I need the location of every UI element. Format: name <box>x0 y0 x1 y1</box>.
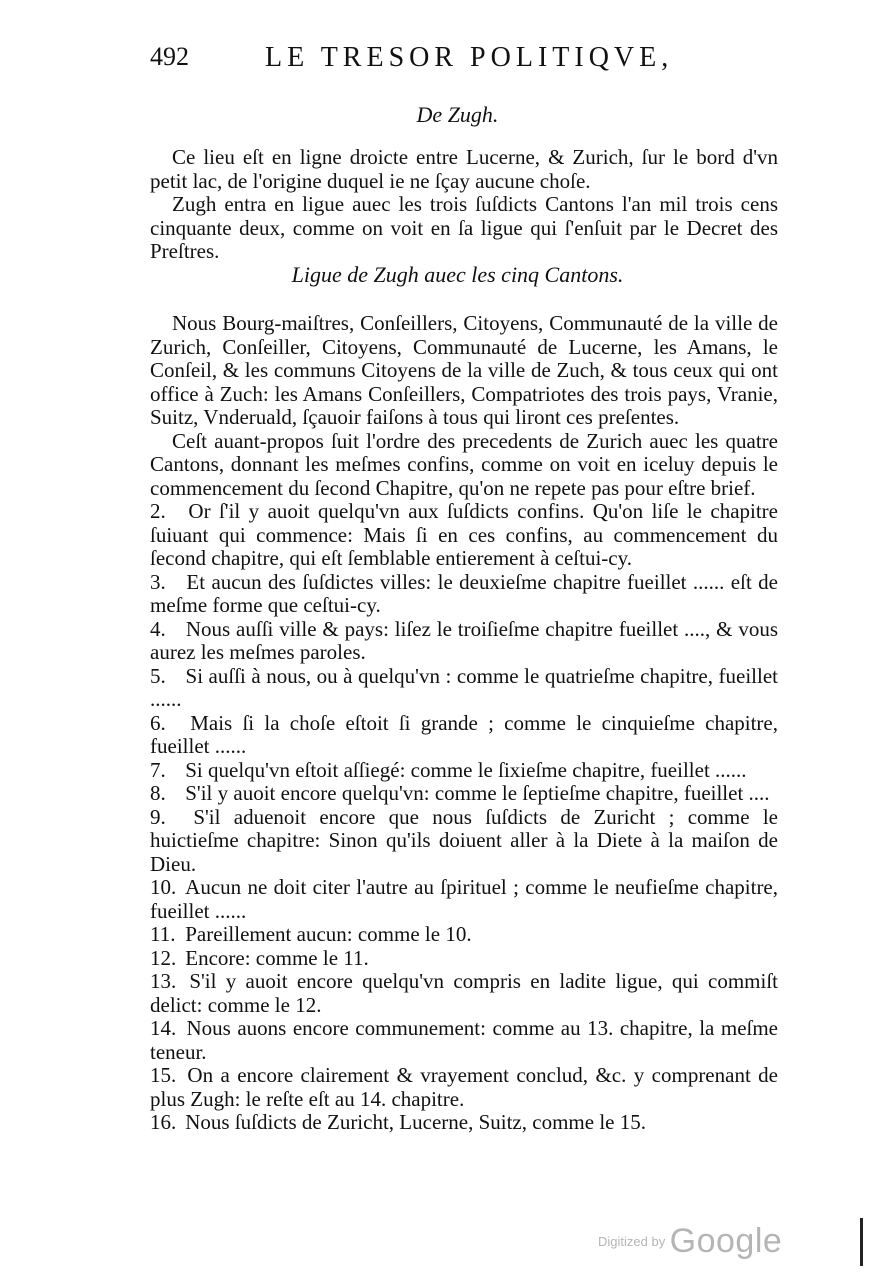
item-number: 7. <box>150 757 166 782</box>
list-item <box>150 923 778 947</box>
list-item <box>150 500 778 571</box>
list-item <box>150 947 778 971</box>
list-item <box>150 876 778 923</box>
subheading: Ligue de Zugh auec les cinq Cantons. <box>291 262 624 287</box>
item-text: Si auſſi à nous, ou à quelqu'vn : comme le quatrieſme chapitre, fueillet ...... <box>150 663 778 711</box>
item-number: 6. <box>150 710 166 735</box>
item-number: 16. <box>150 1110 177 1134</box>
item-text: Si quelqu'vn eſtoit aſſiegé: comme le ſixieſme chapitre, fueillet ...... <box>185 757 747 782</box>
league-text <box>150 312 778 1135</box>
item-text: S'il y auoit encore quelqu'vn compris en ladite ligue, qui commiſt delict: comme le 12. <box>150 969 779 1017</box>
item-text: Aucun ne doit citer l'autre au ſpirituel ; comme le neufieſme chapitre, fueillet ...... <box>150 875 779 923</box>
watermark-prefix: Digitized by <box>598 1234 666 1249</box>
item-number: 14. <box>150 1016 177 1040</box>
list-item <box>150 806 778 877</box>
item-text: Mais ſi la choſe eſtoit ſi grande ; comme le cinquieſme chapitre, fueillet ...... <box>150 710 778 758</box>
item-text: S'il y auoit encore quelqu'vn: comme le ſeptieſme chapitre, fueillet .... <box>185 781 770 805</box>
intro-text <box>150 146 778 264</box>
running-title: LE TRESOR POLITIQVE, <box>265 42 674 73</box>
page-header <box>150 42 790 82</box>
intro-paragraph: Zugh entra en ligue auec les trois ſuſdicts Cantons l'an mil trois cens cinquante deux, comme on voit en ſa ligue qui ſ'enſuit par le Decret des Preſtres. <box>150 192 778 263</box>
list-item <box>150 571 778 618</box>
item-number: 2. <box>150 499 166 523</box>
item-text: On a encore clairement & vrayement conclud, &c. y comprenant de plus Zugh: le reſte eſt au 14. chapitre. <box>150 1063 779 1111</box>
list-item <box>150 712 778 759</box>
list-item <box>150 1017 778 1064</box>
item-number: 15. <box>150 1063 177 1087</box>
item-number: 3. <box>150 569 166 594</box>
scan-edge-line <box>860 1218 863 1266</box>
item-text: Pareillement aucun: comme le 10. <box>185 922 472 946</box>
section-heading: De Zugh. <box>416 102 499 127</box>
body-paragraph: Nous Bourg-maiſtres, Conſeillers, Citoyens, Communauté de la ville de Zurich, Conſeiller, Citoyens, Communauté de Lucerne, les Amans, le Conſeil, & les communs Citoyens de la ville de Zuch, & tous ceux qui ont office à Zuch: les Amans Conſeillers, Compatriotes des trois pays, Vranie, Suitz, Vnderuald, ſçauoir faiſons à tous qui liront ces preſentes. <box>150 311 778 429</box>
list-item <box>150 618 778 665</box>
item-number: 8. <box>150 781 166 805</box>
item-text: S'il aduenoit encore que nous ſuſdicts de Zuricht ; comme le huictieſme chapitre: Sinon qu'ils doiuent aller à la Diete à la maiſon de Dieu. <box>150 804 779 876</box>
google-watermark <box>598 1222 782 1262</box>
body-paragraph: Ceſt auant-propos ſuit l'ordre des precedents de Zurich auec les quatre Cantons, donnant les meſmes confins, comme on voit en iceluy depuis le commencement du ſecond Chapitre, qu'on ne repete pas pour eſtre brief. <box>150 428 778 500</box>
item-number: 4. <box>150 616 166 641</box>
item-text: Nous auons encore communement: comme au 13. chapitre, la meſme teneur. <box>150 1016 779 1064</box>
item-number: 13. <box>150 969 177 993</box>
item-number: 9. <box>150 804 166 829</box>
item-text: Et aucun des ſuſdictes villes: le deuxieſme chapitre fueillet ...... eſt de meſme forme que ceſtui-cy. <box>150 569 778 617</box>
list-item <box>150 759 778 783</box>
item-number: 12. <box>150 945 177 970</box>
list-item <box>150 665 778 712</box>
item-number: 5. <box>150 663 166 688</box>
item-number: 11. <box>150 922 176 946</box>
item-number: 10. <box>150 875 177 899</box>
intro-paragraph: Ce lieu eſt en ligne droicte entre Lucerne, & Zurich, ſur le bord d'vn petit lac, de l'origine duquel ie ne ſçay aucune choſe. <box>150 145 778 193</box>
item-text: Encore: comme le 11. <box>185 945 369 970</box>
google-logo: Google <box>669 1222 783 1260</box>
list-item <box>150 1111 778 1135</box>
item-text: Nous auſſi ville & pays: liſez le troiſieſme chapitre fueillet ...., & vous aurez les meſmes paroles. <box>150 616 779 664</box>
item-text: Or ſ'il y auoit quelqu'vn aux ſuſdicts confins. Qu'on liſe le chapitre ſuiuant qui commence: Mais ſi en ces confins, au commencement du ſecond chapitre, qui eſt ſemblable entierement à ceſtui-cy. <box>150 499 778 570</box>
list-item <box>150 782 778 806</box>
list-item <box>150 1064 778 1111</box>
page-number: 492 <box>150 42 189 71</box>
item-text: Nous ſuſdicts de Zuricht, Lucerne, Suitz, comme le 15. <box>185 1110 646 1134</box>
list-item <box>150 970 778 1017</box>
